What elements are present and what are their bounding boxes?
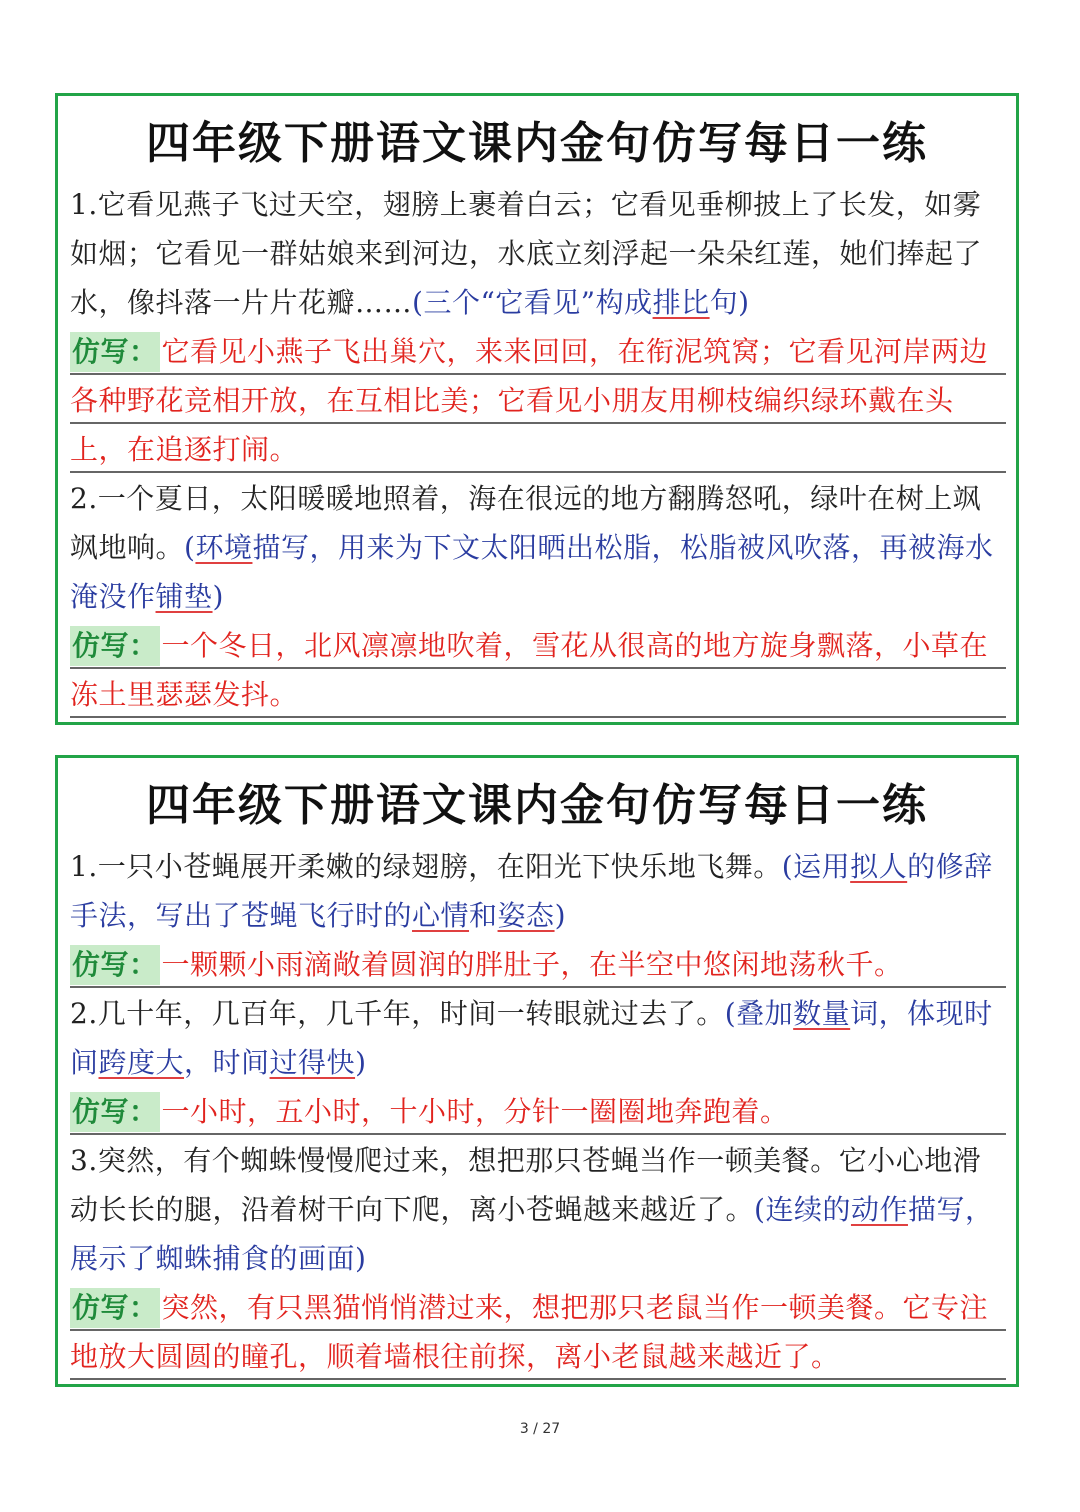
key-term: 数量: [793, 997, 851, 1030]
page-number: 3 / 27: [519, 1421, 561, 1437]
imitation-text: 一颗颗小雨滴敞着圆润的胖肚子，在半空中悠闲地荡秋千。: [161, 948, 903, 981]
imitation-1: [70, 327, 1006, 474]
card-content: [58, 180, 1016, 719]
imitation-label: 仿写：: [70, 1288, 160, 1328]
key-term: 排比: [652, 286, 710, 319]
imitation-text: 它看见小燕子飞出巢穴，来来回回，在衔泥筑窝；它看见河岸两边各种野花竞相开放，在互相比美；它看见小朋友用柳枝编织绿环戴在头上，在追逐打闹。: [70, 335, 989, 466]
analysis-note: (连续的动作描写，展示了蜘蛛捕食的画面): [70, 1193, 994, 1275]
exercise-card-1: [55, 93, 1019, 725]
imitation-2: [70, 621, 1006, 719]
imitation-label: 仿写：: [70, 626, 160, 666]
analysis-note: (三个“它看见”构成排比句): [412, 286, 750, 319]
imitation-label: 仿写：: [70, 1092, 160, 1132]
imitation-text: 一小时，五小时，十小时，分针一圈圈地奔跑着。: [161, 1095, 789, 1128]
key-term: 铺垫: [155, 580, 213, 613]
card-title: 四年级下册语文课内金句仿写每日一练: [146, 118, 928, 169]
analysis-note: (叠加数量词，体现时间跨度大，时间过得快): [70, 997, 993, 1079]
example-sentence-2: [70, 474, 1006, 621]
key-term: 动作: [850, 1193, 908, 1226]
analysis-note: (运用拟人的修辞手法，写出了苍蝇飞行时的心情和姿态): [70, 850, 993, 932]
key-term: 跨度大: [98, 1046, 185, 1079]
sentence-text: 1.它看见燕子飞过天空，翅膀上裹着白云；它看见垂柳披上了长发，如雾如烟；它看见一群姑娘来到河边，水底立刻浮起一朵朵红莲，她们捧起了水，像抖落一片片花瓣……: [70, 188, 983, 319]
imitation-label: 仿写：: [70, 945, 160, 985]
example-sentence-1: [70, 842, 1006, 940]
imitation-label: 仿写：: [70, 332, 160, 372]
example-sentence-3: [70, 1136, 1006, 1283]
key-term: 心情: [412, 899, 470, 932]
key-term: 环境: [195, 531, 253, 564]
sentence-text: 2.几十年，几百年，几千年，时间一转眼就过去了。: [70, 997, 725, 1030]
analysis-note: (环境描写，用来为下文太阳晒出松脂，松脂被风吹落，再被海水淹没作铺垫): [70, 531, 994, 613]
key-term: 过得快: [269, 1046, 356, 1079]
card-content: [58, 842, 1016, 1381]
key-term: 拟人: [850, 850, 908, 883]
sentence-text: 1.一只小苍蝇展开柔嫩的绿翅膀，在阳光下快乐地飞舞。: [70, 850, 782, 883]
example-sentence-1: [70, 180, 1006, 327]
card-title: 四年级下册语文课内金句仿写每日一练: [146, 780, 928, 831]
key-term: 姿态: [497, 899, 555, 932]
sentence-text: 2.一个夏日，太阳暖暖地照着，海在很远的地方翻腾怒吼，绿叶在树上飒飒地响。: [70, 482, 982, 564]
sentence-text: 3.突然，有个蜘蛛慢慢爬过来，想把那只苍蝇当作一顿美餐。它小心地滑动长长的腿，沿着树干向下爬，离小苍蝇越来越近了。: [70, 1144, 982, 1226]
imitation-text: 一个冬日，北风凛凛地吹着，雪花从很高的地方旋身飘落，小草在冻土里瑟瑟发抖。: [70, 629, 989, 711]
exercise-card-2: [55, 755, 1019, 1387]
imitation-3: [70, 1283, 1006, 1381]
imitation-2: [70, 1087, 1006, 1136]
example-sentence-2: [70, 989, 1006, 1087]
imitation-text: 突然，有只黑猫悄悄潜过来，想把那只老鼠当作一顿美餐。它专注地放大圆圆的瞳孔，顺着墙根往前探，离小老鼠越来越近了。: [70, 1291, 989, 1373]
imitation-1: [70, 940, 1006, 989]
